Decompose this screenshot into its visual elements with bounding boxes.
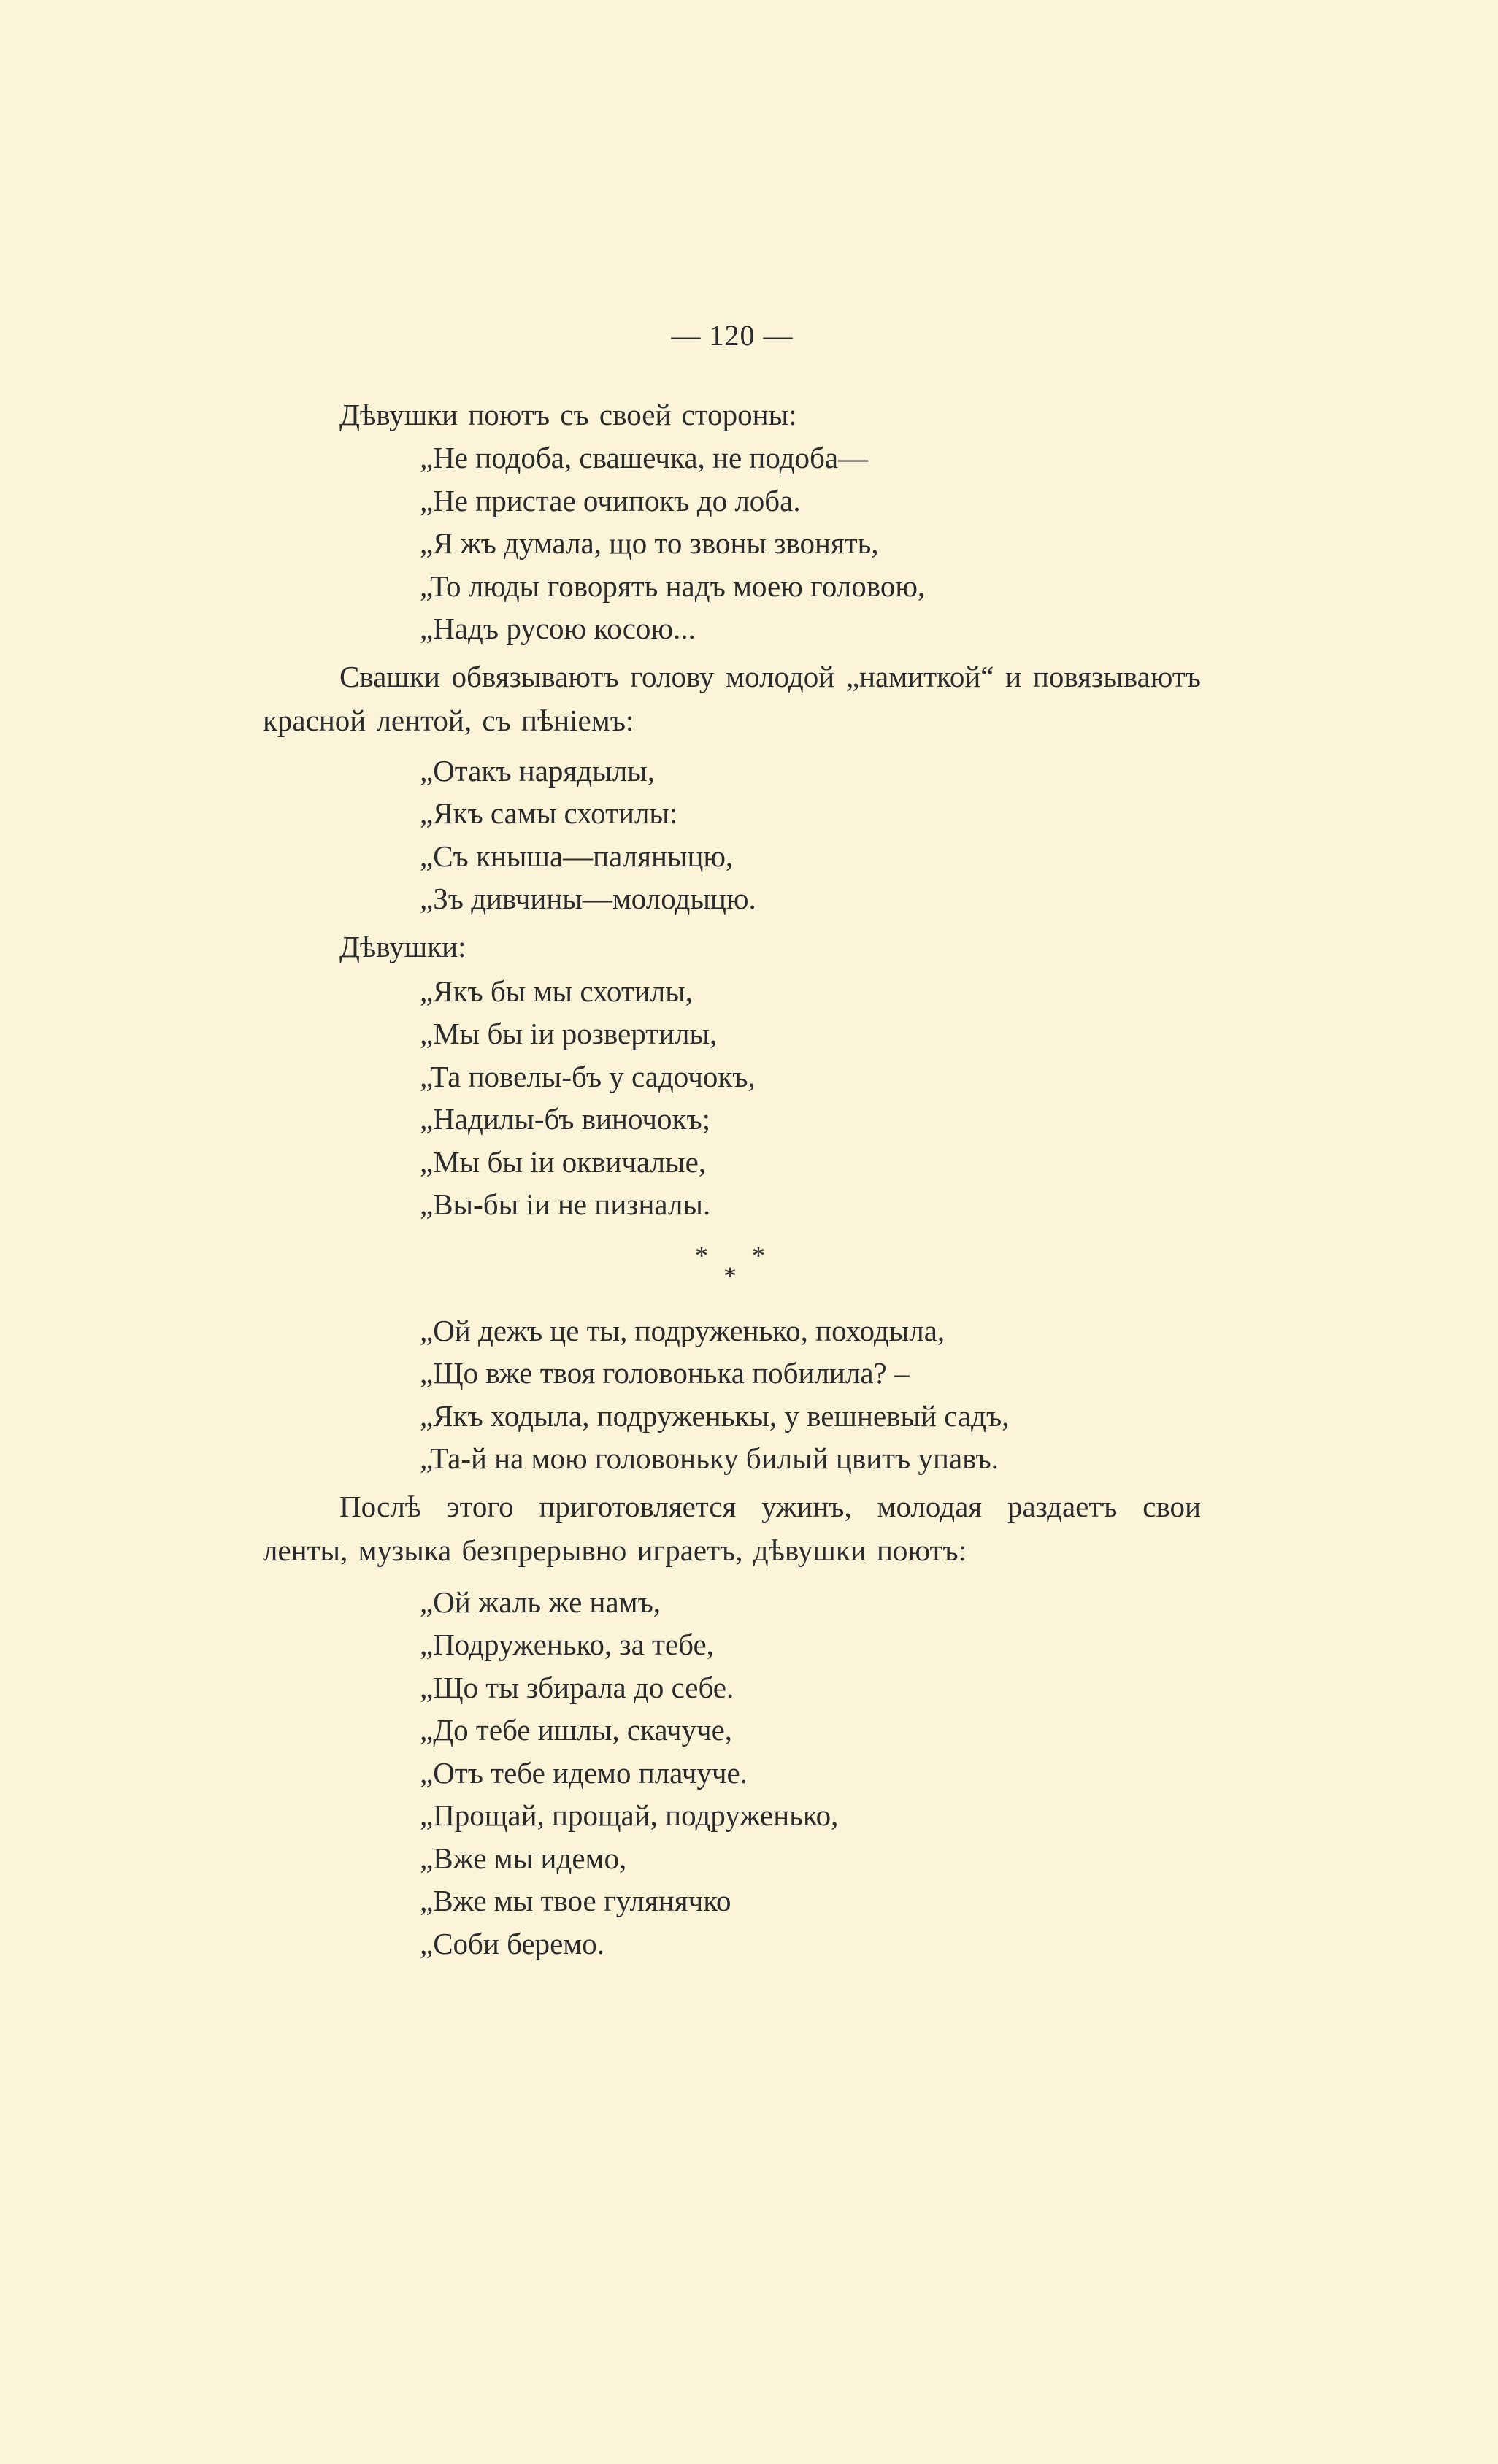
verse-line: „Якъ ходыла, подруженькы, у вешневый садъ, bbox=[420, 1398, 1010, 1433]
paragraph-intro: Свашки обвязываютъ голову молодой „намиткой“ и повязываютъ красной лентой, съ пѣніемъ: bbox=[263, 659, 1201, 737]
verse-line: „Надъ русою косою... bbox=[420, 612, 696, 645]
verse-line: „Якъ самы схотилы: bbox=[420, 796, 678, 830]
verse-line: „Не пристае очипокъ до лоба. bbox=[420, 483, 801, 517]
verse-block bbox=[263, 1309, 1201, 1480]
verse-line: „Мы бы іи оквичалые, bbox=[420, 1144, 707, 1179]
asterisk: * bbox=[752, 1240, 765, 1270]
asterism-divider bbox=[263, 1229, 1201, 1309]
verse-line: „Зъ дивчины—молодыцю. bbox=[420, 882, 756, 915]
verse-line: „Та-й на мою головоньку билый цвитъ упавъ. bbox=[420, 1441, 999, 1475]
verse-line: „Ой жаль же намъ, bbox=[420, 1585, 661, 1619]
verse-line: „Та повелы-бъ у садочокъ, bbox=[420, 1059, 756, 1093]
verse-line: „Що ты збирала до себе. bbox=[420, 1670, 734, 1704]
verse-line: „Отакъ нарядылы, bbox=[420, 753, 655, 788]
verse-line: „Подруженько, за тебе, bbox=[420, 1628, 714, 1661]
asterisk: * bbox=[723, 1260, 737, 1290]
verse-line: „Вже мы твое гулянячко bbox=[420, 1884, 731, 1917]
verse-line: „Вже мы идемо, bbox=[420, 1841, 627, 1875]
verse-line: „Съ кныша—паляныцю, bbox=[420, 839, 734, 873]
verse-line: „Отъ тебе идемо плачуче. bbox=[420, 1755, 748, 1790]
verse-block bbox=[263, 750, 1201, 920]
verse-line: „Якъ бы мы схотилы, bbox=[420, 974, 693, 1008]
paragraph-intro: Послѣ этого приготовляется ужинъ, молодая раздаетъ свои ленты, музыка безпрерывно играетъ, дѣвушки поютъ: bbox=[263, 1489, 1201, 1567]
verse-line: „То люды говорять надъ моею головою, bbox=[420, 569, 926, 603]
verse-line: „Прощай, прощай, подруженько, bbox=[420, 1798, 839, 1832]
paragraph-intro: Дѣвушки: bbox=[339, 929, 466, 963]
paragraph-intro: Дѣвушки поютъ съ своей стороны: bbox=[339, 398, 797, 431]
verse-line: „Не подоба, свашечка, не подоба— bbox=[420, 441, 869, 474]
verse-block bbox=[263, 1581, 1201, 1966]
verse-line: „До тебе ишлы, скачуче, bbox=[420, 1713, 733, 1747]
verse-line: „Ой дежъ це ты, подруженько, походыла, bbox=[420, 1313, 945, 1347]
asterisk: * bbox=[695, 1240, 708, 1270]
verse-line: „Соби беремо. bbox=[420, 1926, 605, 1960]
verse-line: „Вы-бы іи не пизналы. bbox=[420, 1187, 711, 1221]
page-number: — 120 — bbox=[671, 319, 794, 352]
verse-line: „Надилы-бъ виночокъ; bbox=[420, 1102, 711, 1136]
verse-line: „Що вже твоя головонька побилила? – bbox=[420, 1356, 910, 1390]
verse-block bbox=[263, 436, 1201, 650]
verse-line: „Я жъ думала, що то звоны звонять, bbox=[420, 526, 879, 560]
verse-line: „Мы бы іи розвертилы, bbox=[420, 1017, 718, 1050]
verse-block bbox=[263, 970, 1201, 1226]
page-body bbox=[263, 393, 1201, 1965]
